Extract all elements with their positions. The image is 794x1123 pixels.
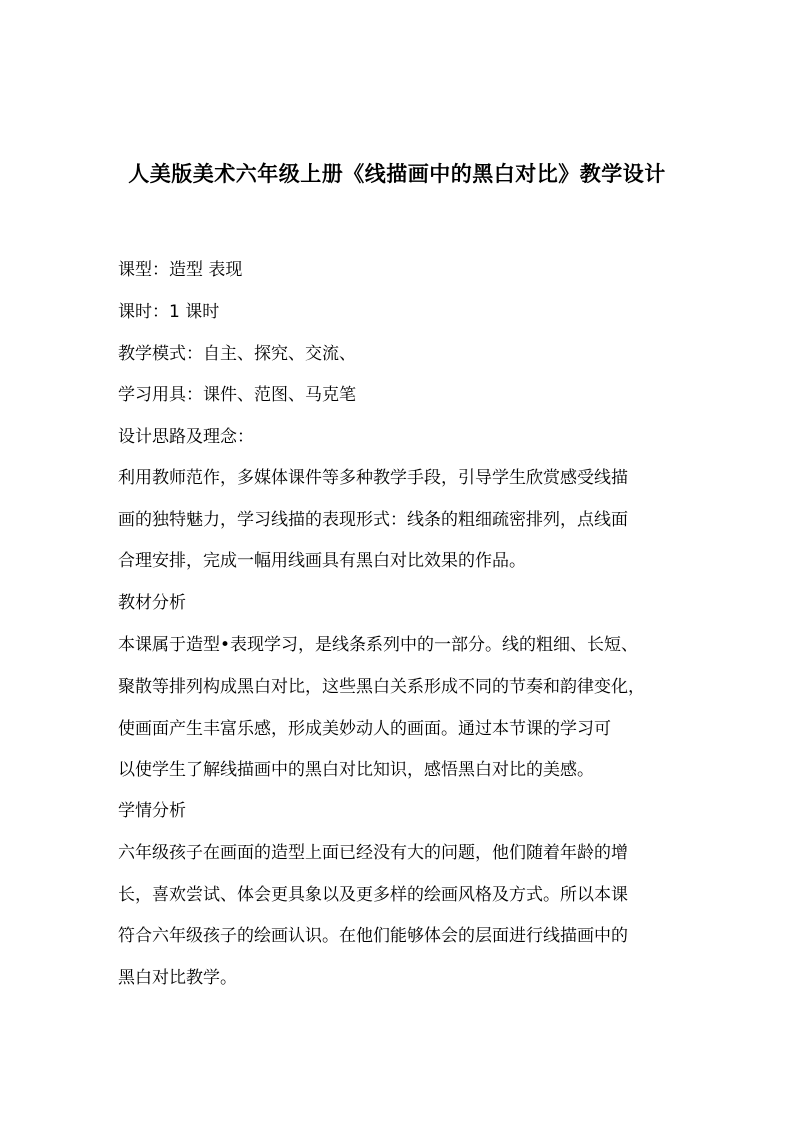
paragraph-line: 画的独特魅力，学习线描的表现形式：线条的粗细疏密排列，点线面 [118, 510, 628, 530]
paragraph-line: 合理安排，完成一幅用线画具有黑白对比效果的作品。 [118, 551, 526, 571]
paragraph-line: 六年级孩子在画面的造型上面已经没有大的问题，他们随着年龄的增 [118, 843, 628, 863]
paragraph-line: 本课属于造型•表现学习，是线条系列中的一部分。线的粗细、长短、 [118, 635, 639, 655]
document-title: 人美版美术六年级上册《线描画中的黑白对比》教学设计 [128, 162, 666, 186]
paragraph-line: 以使学生了解线描画中的黑白对比知识，感悟黑白对比的美感。 [118, 760, 594, 780]
section-heading-design-idea: 设计思路及理念： [118, 427, 254, 447]
text-line-learning-tools: 学习用具：课件、范图、马克笔 [118, 385, 356, 405]
paragraph-line: 利用教师范作，多媒体课件等多种教学手段，引导学生欣赏感受线描 [118, 468, 628, 488]
section-heading-material-analysis: 教材分析 [118, 593, 186, 613]
paragraph-line: 聚散等排列构成黑白对比，这些黑白关系形成不同的节奏和韵律变化， [118, 677, 645, 697]
paragraph-line: 使画面产生丰富乐感，形成美妙动人的画面。通过本节课的学习可 [118, 719, 611, 739]
text-line-teaching-mode: 教学模式：自主、探究、交流、 [118, 344, 356, 364]
section-heading-student-analysis: 学情分析 [118, 801, 186, 821]
paragraph-line: 符合六年级孩子的绘画认识。在他们能够体会的层面进行线描画中的 [118, 926, 628, 946]
paragraph-line: 黑白对比教学。 [118, 968, 237, 988]
text-line-course-type: 课型：造型 表现 [118, 260, 243, 280]
text-line-class-hours: 课时：1 课时 [118, 302, 220, 322]
paragraph-line: 长，喜欢尝试、体会更具象以及更多样的绘画风格及方式。所以本课 [118, 885, 628, 905]
